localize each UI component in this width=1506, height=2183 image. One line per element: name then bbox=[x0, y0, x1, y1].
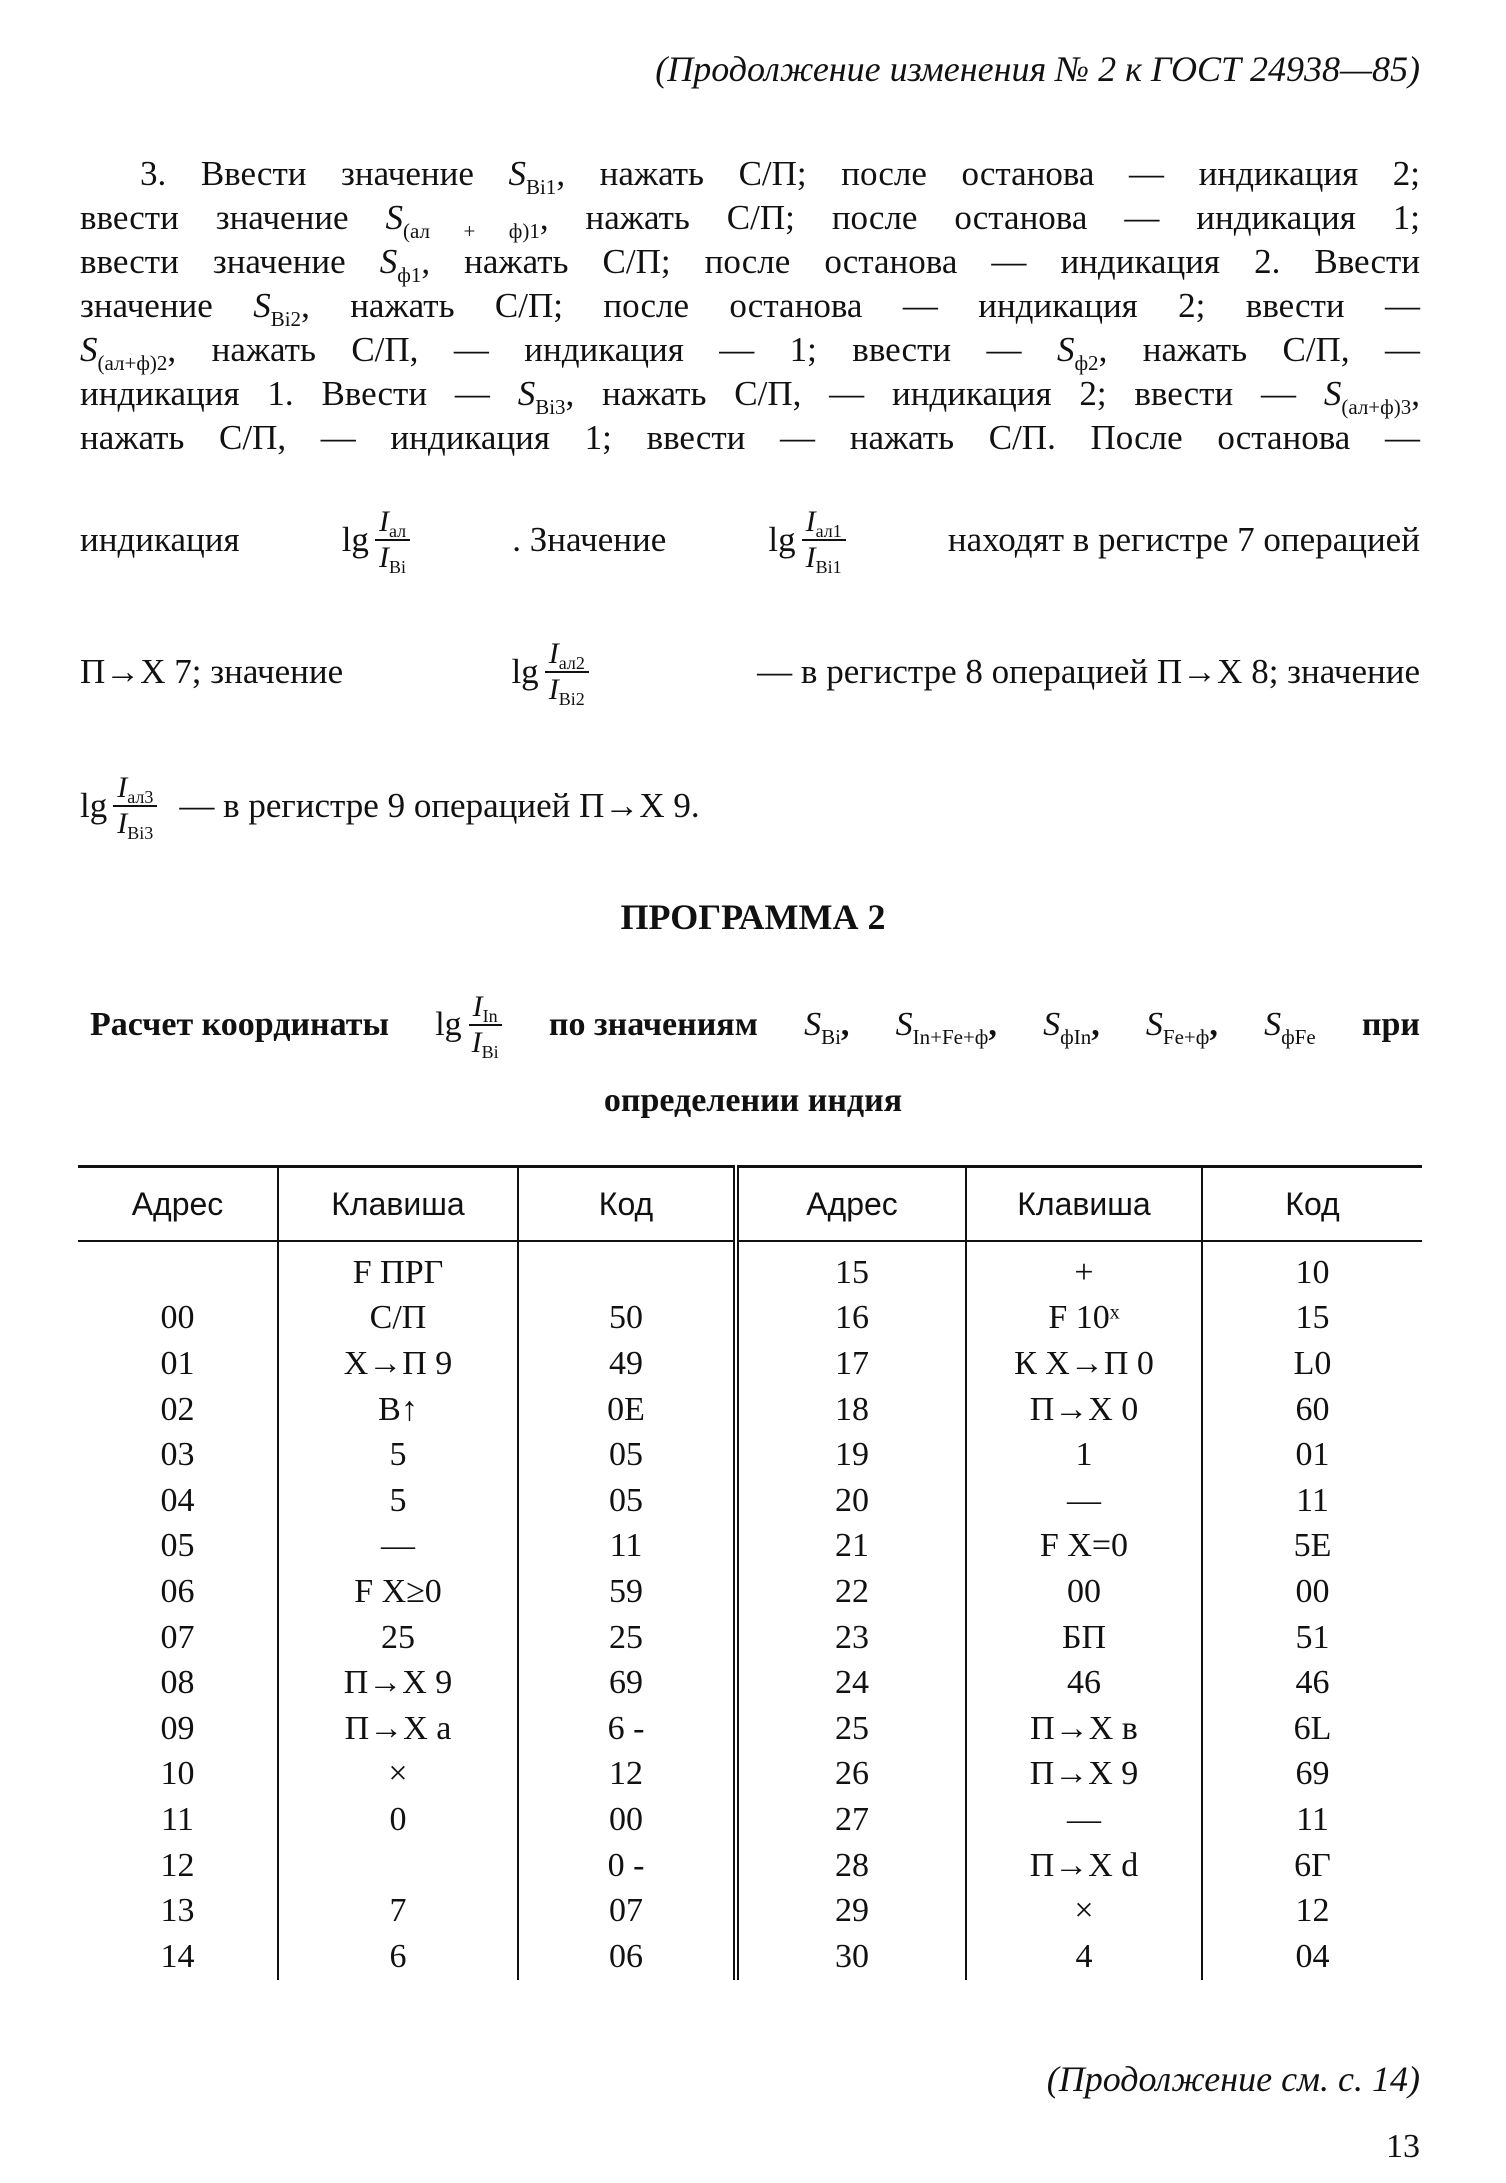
table-cell: В↑ bbox=[278, 1387, 518, 1433]
table-cell: 11 bbox=[1202, 1478, 1422, 1524]
column-header: Клавиша bbox=[278, 1167, 518, 1242]
column-header: Адрес bbox=[736, 1167, 966, 1242]
paragraph-line: $S_{(ал+ф)2}$, нажать С/П, — индикация — 1; ввести — $S_{ф2}$, нажать С/П, — bbox=[80, 330, 1420, 375]
table-cell: 46 bbox=[1202, 1660, 1422, 1706]
table-cell: 0 - bbox=[518, 1843, 736, 1889]
table-cell: 15 bbox=[736, 1241, 966, 1296]
table-cell: 01 bbox=[1202, 1432, 1422, 1478]
table-cell: + bbox=[966, 1241, 1202, 1296]
table-cell bbox=[518, 1241, 736, 1296]
table-cell: 18 bbox=[736, 1387, 966, 1433]
fraction: $\frac{I_{ал3}}{I_{Bi3}}$ bbox=[113, 771, 157, 841]
table-row bbox=[78, 1797, 1422, 1843]
table-cell: 10 bbox=[1202, 1241, 1422, 1296]
continuation-note: (Продолжение см. с. 14) bbox=[1046, 2059, 1420, 2099]
table-cell: — bbox=[966, 1797, 1202, 1843]
log-ratio: lg $\frac{I_{ал2}}{I_{Bi2}}$ bbox=[511, 637, 588, 707]
table-cell: — bbox=[966, 1478, 1202, 1524]
table-row bbox=[78, 1660, 1422, 1706]
table-cell: 04 bbox=[1202, 1934, 1422, 1980]
formula-line-1: индикация lg $\frac{I_{ал}}{I_{Bi}}$ . Значение lg $\frac{I_{ал1}}{I_{Bi1}}$ находят в регистре 7 операцией bbox=[80, 505, 1420, 577]
table-cell: 16 bbox=[736, 1296, 966, 1342]
page-header: (Продолжение изменения № 2 к ГОСТ 24938—85) bbox=[655, 49, 1420, 89]
table-cell: 5Е bbox=[1202, 1524, 1422, 1570]
table-cell: 13 bbox=[160, 1892, 195, 1930]
table-cell: П→Х 0 bbox=[966, 1387, 1202, 1433]
log-ratio: lg $\frac{I_{ал}}{I_{Bi}}$ bbox=[342, 505, 410, 575]
table-cell: 6 - bbox=[518, 1706, 736, 1752]
table-cell: 25 bbox=[518, 1615, 736, 1661]
table-cell: 04 bbox=[160, 1481, 195, 1519]
table-row bbox=[78, 1888, 1422, 1934]
table-cell: 28 bbox=[736, 1843, 966, 1889]
table-cell: П→Х d bbox=[966, 1843, 1202, 1889]
table-cell: С/П bbox=[278, 1296, 518, 1342]
paragraph-line: ввести значение $S_{ф1}$, нажать С/П; после останова — индикация 2. Ввести bbox=[80, 242, 1421, 287]
table-cell: 07 bbox=[518, 1888, 736, 1934]
table-cell: 07 bbox=[160, 1618, 195, 1656]
table-cell: 0Е bbox=[518, 1387, 736, 1433]
table-cell: 6L bbox=[1202, 1706, 1422, 1752]
table-cell: 21 bbox=[736, 1524, 966, 1570]
table-cell: 4 bbox=[966, 1934, 1202, 1980]
formula-line-2: П→Х 7; значение lg $\frac{I_{ал2}}{I_{Bi2}}$ — в регистре 8 операцией П→Х 8; значение bbox=[80, 637, 1420, 709]
table-cell: 19 bbox=[736, 1432, 966, 1478]
table-cell: 12 bbox=[160, 1846, 195, 1884]
table-cell: 06 bbox=[160, 1572, 195, 1610]
table-cell: К Х→П 0 bbox=[966, 1341, 1202, 1387]
table-cell: 69 bbox=[518, 1660, 736, 1706]
table-cell: 27 bbox=[736, 1797, 966, 1843]
column-header: Адрес bbox=[78, 1167, 278, 1242]
table-cell: 50 bbox=[518, 1296, 736, 1342]
table-cell: Х→П 9 bbox=[278, 1341, 518, 1387]
paragraph-line: индикация 1. Ввести — $S_{Bi3}$, нажать С/П, — индикация 2; ввести — $S_{(ал+ф)3}$, bbox=[80, 374, 1420, 419]
table-cell: F ПРГ bbox=[278, 1241, 518, 1296]
table-cell: 1 bbox=[966, 1432, 1202, 1478]
table-cell: 23 bbox=[736, 1615, 966, 1661]
program-subtitle-continued: определении индия bbox=[603, 1082, 903, 1119]
table-row bbox=[78, 1752, 1422, 1798]
table-cell: 11 bbox=[518, 1524, 736, 1570]
table-header-row bbox=[78, 1167, 1422, 1242]
instruction-paragraph bbox=[80, 152, 1420, 460]
table-cell: 30 bbox=[736, 1934, 966, 1980]
formula-line-3: lg $\frac{I_{ал3}}{I_{Bi3}}$ — в регистре 9 операцией П→Х 9. bbox=[80, 771, 700, 843]
table-cell: 22 bbox=[736, 1569, 966, 1615]
table-cell: F Х≥0 bbox=[278, 1569, 518, 1615]
table-cell: 5 bbox=[278, 1432, 518, 1478]
table-cell: 12 bbox=[518, 1752, 736, 1798]
table-cell: П→Х в bbox=[966, 1706, 1202, 1752]
table-cell: 20 bbox=[736, 1478, 966, 1524]
table-cell: 15 bbox=[1202, 1296, 1422, 1342]
table-cell: F 10ˣ bbox=[966, 1296, 1202, 1342]
table-cell: 7 bbox=[278, 1888, 518, 1934]
table-cell: 05 bbox=[518, 1478, 736, 1524]
table-cell: 46 bbox=[966, 1660, 1202, 1706]
paragraph-line: ввести значение $S_{(ал + ф)1}$, нажать С/П; после останова — индикация 1; bbox=[80, 198, 1421, 243]
table-cell: 06 bbox=[518, 1934, 736, 1980]
table-row bbox=[78, 1706, 1422, 1752]
fraction: $\frac{I_{ал}}{I_{Bi}}$ bbox=[375, 505, 410, 575]
table-cell: БП bbox=[966, 1615, 1202, 1661]
table-cell: 17 bbox=[736, 1341, 966, 1387]
table-cell: 00 bbox=[966, 1569, 1202, 1615]
fraction: $\frac{I_{ал2}}{I_{Bi2}}$ bbox=[545, 637, 589, 707]
table-cell: 6Г bbox=[1202, 1843, 1422, 1889]
table-cell: 08 bbox=[160, 1664, 195, 1702]
table-cell: 5 bbox=[278, 1478, 518, 1524]
table-cell: F Х=0 bbox=[966, 1524, 1202, 1570]
fraction: $\frac{I_{In}}{I_{Bi}}$ bbox=[468, 990, 503, 1060]
table-cell: 00 bbox=[518, 1797, 736, 1843]
paragraph-line: 3. Ввести значение $S_{Bi1}$, нажать С/П; после останова — индикация 2; bbox=[140, 154, 1420, 199]
fraction: $\frac{I_{ал1}}{I_{Bi1}}$ bbox=[802, 505, 846, 575]
log-ratio: lg $\frac{I_{ал3}}{I_{Bi3}}$ bbox=[80, 771, 157, 841]
table-cell: 24 bbox=[736, 1660, 966, 1706]
program-subtitle: Расчет координаты lg $\frac{I_{In}}{I_{Bi}}$ по значениям $S_{Bi}$, $S_{In+Fe+ф}$, $S_{фIn}$, $S_{Fe+ф}$, $S_{фFe}$ при bbox=[90, 990, 1420, 1062]
table-cell: 00 bbox=[160, 1299, 195, 1337]
paragraph-line: нажать С/П, — индикация 1; ввести — нажать С/П. После останова — bbox=[80, 418, 1420, 457]
table-cell: L0 bbox=[1202, 1341, 1422, 1387]
table-cell: 14 bbox=[160, 1937, 195, 1975]
table-cell: 25 bbox=[736, 1706, 966, 1752]
paragraph-line: значение $S_{Bi2}$, нажать С/П; после останова — индикация 2; ввести — bbox=[80, 286, 1420, 331]
table-cell: 51 bbox=[1202, 1615, 1422, 1661]
table-cell: 10 bbox=[160, 1755, 195, 1793]
column-header: Клавиша bbox=[966, 1167, 1202, 1242]
program-table bbox=[78, 1165, 1422, 1980]
table-row bbox=[78, 1934, 1422, 1980]
table-cell: 0 bbox=[278, 1797, 518, 1843]
table-cell: П→Х 9 bbox=[966, 1752, 1202, 1798]
table-cell: 05 bbox=[160, 1527, 195, 1565]
table-cell: 69 bbox=[1202, 1752, 1422, 1798]
table-cell: — bbox=[278, 1524, 518, 1570]
table-cell: П→Х а bbox=[278, 1706, 518, 1752]
table-cell: 11 bbox=[1202, 1797, 1422, 1843]
table-cell: 26 bbox=[736, 1752, 966, 1798]
table-cell: 29 bbox=[736, 1888, 966, 1934]
table-cell: 03 bbox=[160, 1436, 195, 1474]
table-row bbox=[78, 1478, 1422, 1524]
table-cell: 11 bbox=[161, 1800, 194, 1838]
table-row bbox=[78, 1387, 1422, 1433]
table-cell: 02 bbox=[160, 1390, 195, 1428]
table-cell bbox=[78, 1241, 278, 1296]
table-cell: × bbox=[966, 1888, 1202, 1934]
log-ratio: lg $\frac{I_{ал1}}{I_{Bi1}}$ bbox=[768, 505, 845, 575]
table-cell: 25 bbox=[278, 1615, 518, 1661]
page-number: 13 bbox=[1386, 2128, 1420, 2165]
column-header: Код bbox=[518, 1167, 736, 1242]
table-cell: 60 bbox=[1202, 1387, 1422, 1433]
table-cell: 49 bbox=[518, 1341, 736, 1387]
table-row bbox=[78, 1843, 1422, 1889]
table-cell: 00 bbox=[1202, 1569, 1422, 1615]
table-cell: 01 bbox=[160, 1344, 195, 1382]
log-ratio: lg $\frac{I_{In}}{I_{Bi}}$ bbox=[435, 990, 502, 1060]
table-row bbox=[78, 1296, 1422, 1342]
table-cell: П→Х 9 bbox=[278, 1660, 518, 1706]
table-cell: 05 bbox=[518, 1432, 736, 1478]
table-cell bbox=[278, 1843, 518, 1889]
table-row bbox=[78, 1341, 1422, 1387]
table-cell: × bbox=[278, 1752, 518, 1798]
table-cell: 12 bbox=[1202, 1888, 1422, 1934]
table-row bbox=[78, 1615, 1422, 1661]
table-row bbox=[78, 1524, 1422, 1570]
table-row bbox=[78, 1241, 1422, 1296]
table-cell: 59 bbox=[518, 1569, 736, 1615]
program-title: ПРОГРАММА 2 bbox=[620, 897, 886, 937]
table-row bbox=[78, 1569, 1422, 1615]
table-row bbox=[78, 1432, 1422, 1478]
table-cell: 09 bbox=[160, 1709, 195, 1747]
column-header: Код bbox=[1202, 1167, 1422, 1242]
table-cell: 6 bbox=[278, 1934, 518, 1980]
